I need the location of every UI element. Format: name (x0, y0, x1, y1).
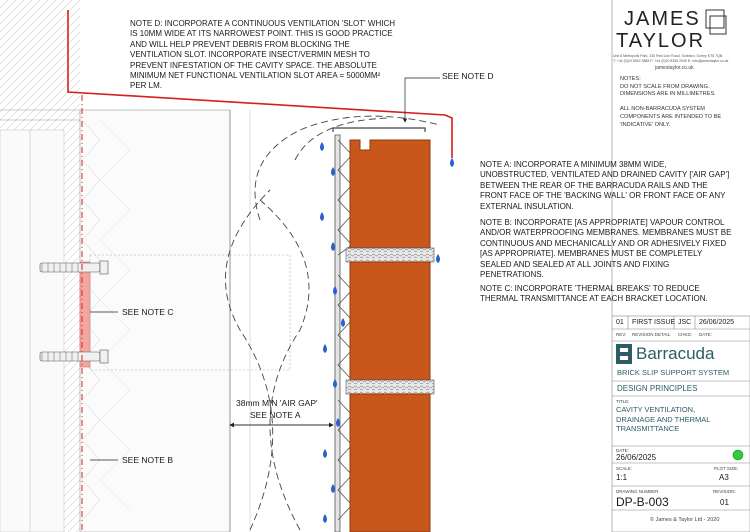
note-d: NOTE D: INCORPORATE A CONTINUOUS VENTILATION 'SLOT' WHICH IS 10MM WIDE AT ITS NARROWEST POINT. THIS IS GOOD PRACTICE AND WILL HELP PREVENT DEBRIS FROM BLOCKING THE VENTILATION SLOT. INCORPORATE INSECT/VERMIN MESH TO PREVENT INFESTATION OF THE CAVITY SPACE. THE ABSOLUTE MINIMUM NET FUNCTIONAL VENTILATION SLOT AREA = 5000MM² PER LM. (130, 19, 396, 91)
water-droplet-icon (323, 514, 327, 523)
notes-line: DIMENSIONS ARE IN MILLIMETRES. (620, 91, 716, 98)
water-droplet-icon (331, 167, 335, 176)
rev-header-detail: REVISION DETAIL: (632, 332, 672, 337)
company-website[interactable]: jamestaylor.co.uk (655, 65, 694, 71)
notes-line: DO NOT SCALE FROM DRAWING. (620, 83, 710, 90)
system-name: BRICK SLIP SUPPORT SYSTEM (617, 368, 730, 377)
see-note-a-label: SEE NOTE A (250, 410, 301, 420)
brick-slips (346, 140, 434, 532)
copyright: © James & Taylor Ltd - 2020 (650, 517, 720, 523)
title-label: TITLE: (616, 399, 630, 404)
rev-checked: JSC (678, 319, 692, 326)
external-insulation (80, 110, 250, 532)
company-contact: T: +44 (0)20 8942 3888 F: +44 (0)20 8336 2039 E: info@jamestaylor.co.uk (613, 59, 729, 63)
company-address: Unit 8 Metropolis Park, 230 Red Lion Road, Surbiton, Surrey KT6 7QB (613, 54, 723, 58)
company-name-line2: TAYLOR (616, 30, 706, 52)
water-droplet-icon (341, 318, 345, 327)
rev-header-date: DATE: (699, 332, 712, 337)
water-droplet-icon (450, 158, 454, 167)
note-a: NOTE A: INCORPORATE A MINIMUM 38MM WIDE, UNOBSTRUCTED, VENTILATED AND DRAINED CAVITY ['AIR GAP'] BETWEEN THE REAR OF THE BARRACUDA RAILS AND THE FRONT FACE OF THE 'BACKING WALL' OR FRONT FACE OF ANY EXTERNAL INSULATION. (480, 160, 730, 211)
note-b: NOTE B: INCORPORATE [AS APPROPRIATE] VAPOUR CONTROL AND/OR WATERPROOFING MEMBRANES. MEMBRANES MUST BE CONTINUOUS AND MECHANICALLY AND OR ADHESIVELY FIXED [AS APPROPRIATE]. MEMBRANES MUST BE COMPLETELY SEALED AND SEALED AT ALL JOINTS AND FIXING PENETRATIONS. (480, 218, 732, 280)
note-c: NOTE C: INCORPORATE 'THERMAL BREAKS' TO REDUCE THERMAL TRANSMITTANCE AT EACH BRACKET LOCATION. (480, 284, 708, 304)
james-taylor-logo-icon (706, 10, 726, 34)
rev-number: 01 (616, 319, 624, 326)
plot-value: A3 (719, 473, 729, 482)
water-droplet-icon (331, 484, 335, 493)
notes-line: ALL NON-BARRACUDA SYSTEM (620, 106, 705, 113)
status-indicator (733, 450, 743, 460)
general-notes (620, 76, 745, 129)
title-line: DRAINAGE AND THERMAL (616, 414, 711, 424)
scale-label: SCALE: (616, 466, 633, 471)
title-line: TRANSMITTANCE (616, 424, 680, 434)
see-note-d-label: SEE NOTE D (442, 71, 494, 81)
rev-detail: FIRST ISSUE (632, 319, 676, 326)
water-droplet-icon (436, 254, 440, 263)
company-name-line1: JAMES (624, 8, 701, 30)
date-label: DATE: (616, 448, 629, 453)
see-note-c-label: SEE NOTE C (122, 307, 174, 317)
drawing-title (616, 405, 710, 434)
water-droplet-icon (323, 344, 327, 353)
rev-header-rev: REV: (616, 332, 627, 337)
notes-line: NOTES: (620, 76, 641, 82)
revision-value: 01 (720, 498, 729, 507)
drawing-number-label: DRAWING NUMBER: (616, 489, 660, 494)
water-droplet-icon (331, 242, 335, 251)
notes-line (620, 99, 745, 107)
rev-date: 26/06/2025 (699, 319, 735, 326)
notes-line: COMPONENTS ARE INTENDED TO BE (620, 113, 722, 120)
drawing-number: DP-B-003 (616, 495, 669, 509)
brand-name: Barracuda (636, 344, 715, 363)
air-gap-label: 38mm MIN 'AIR GAP' (236, 398, 318, 408)
notes-line: 'INDICATIVE' ONLY. (620, 121, 671, 128)
rev-header-checked: CHKD: (678, 332, 693, 337)
barracuda-logo-icon (616, 344, 632, 364)
water-droplet-icon (323, 449, 327, 458)
title-line: CAVITY VENTILATION, (616, 405, 696, 414)
plot-label: PLOT SIZE: (714, 466, 739, 471)
water-droplet-icon (320, 212, 324, 221)
revision-label: REVISION: (713, 489, 736, 494)
scale-value: 1:1 (616, 473, 628, 482)
section-name: DESIGN PRINCIPLES (617, 384, 698, 393)
date-value: 26/06/2025 (616, 453, 657, 462)
see-note-b-label: SEE NOTE B (122, 455, 174, 465)
water-droplet-icon (320, 142, 324, 151)
